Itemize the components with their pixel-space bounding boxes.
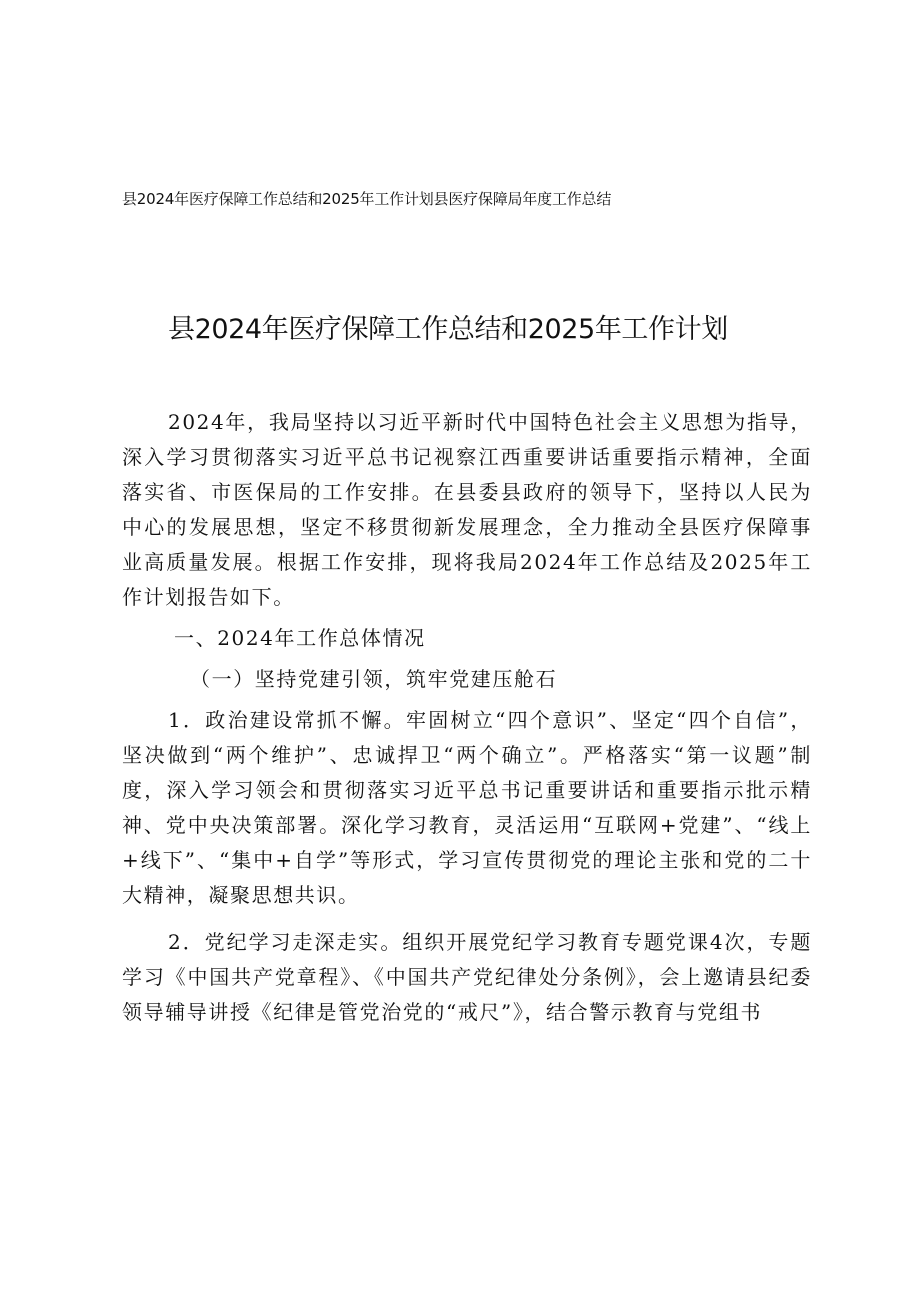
intro-paragraph: 2024年，我局坚持以习近平新时代中国特色社会主义思想为指导，深入学习贯彻落实习近平总书记视察江西重要讲话重要指示精神，全面落实省、市医保局的工作安排。在县委县政府的领导下，坚持以人民为中心的发展思想，坚定不移贯彻新发展理念，全力推动全县医疗保障事业高质量发展。根据工作安排，现将我局2024年工作总结及2025年工作计划报告如下。	[122, 410, 812, 609]
subsection-heading-party-building: （一）坚持党建引领，筑牢党建压舱石	[190, 667, 558, 691]
document-body	[122, 405, 812, 1030]
numbered-item-political-building: 1．政治建设常抓不懈。牢固树立“四个意识”、坚定“四个自信”，坚决做到“两个维护”、忠诚捍卫“两个确立”。严格落实“第一议题”制度，深入学习领会和贯彻落实习近平总书记重要讲话和重要指示批示精神、党中央决策部署。深化学习教育，灵活运用“互联网+党建”、“线上+线下”、“集中+自学”等形式，学习宣传贯彻党的理论主张和党的二十大精神，凝聚思想共识。	[122, 708, 812, 907]
section-heading-2024-overview: 一、2024年工作总体情况	[174, 626, 426, 650]
document-title: 县2024年医疗保障工作总结和2025年工作计划	[168, 314, 728, 345]
numbered-item-party-discipline-study: 2．党纪学习走深走实。组织开展党纪学习教育专题党课4次，专题学习《中国共产党章程》、《中国共产党纪律处分条例》，会上邀请县纪委领导辅导讲授《纪律是管党治党的“戒尺”》，结合警示教育与党组书	[122, 930, 812, 1024]
document-header-line: 县2024年医疗保障工作总结和2025年工作计划县医疗保障局年度工作总结	[122, 190, 612, 208]
